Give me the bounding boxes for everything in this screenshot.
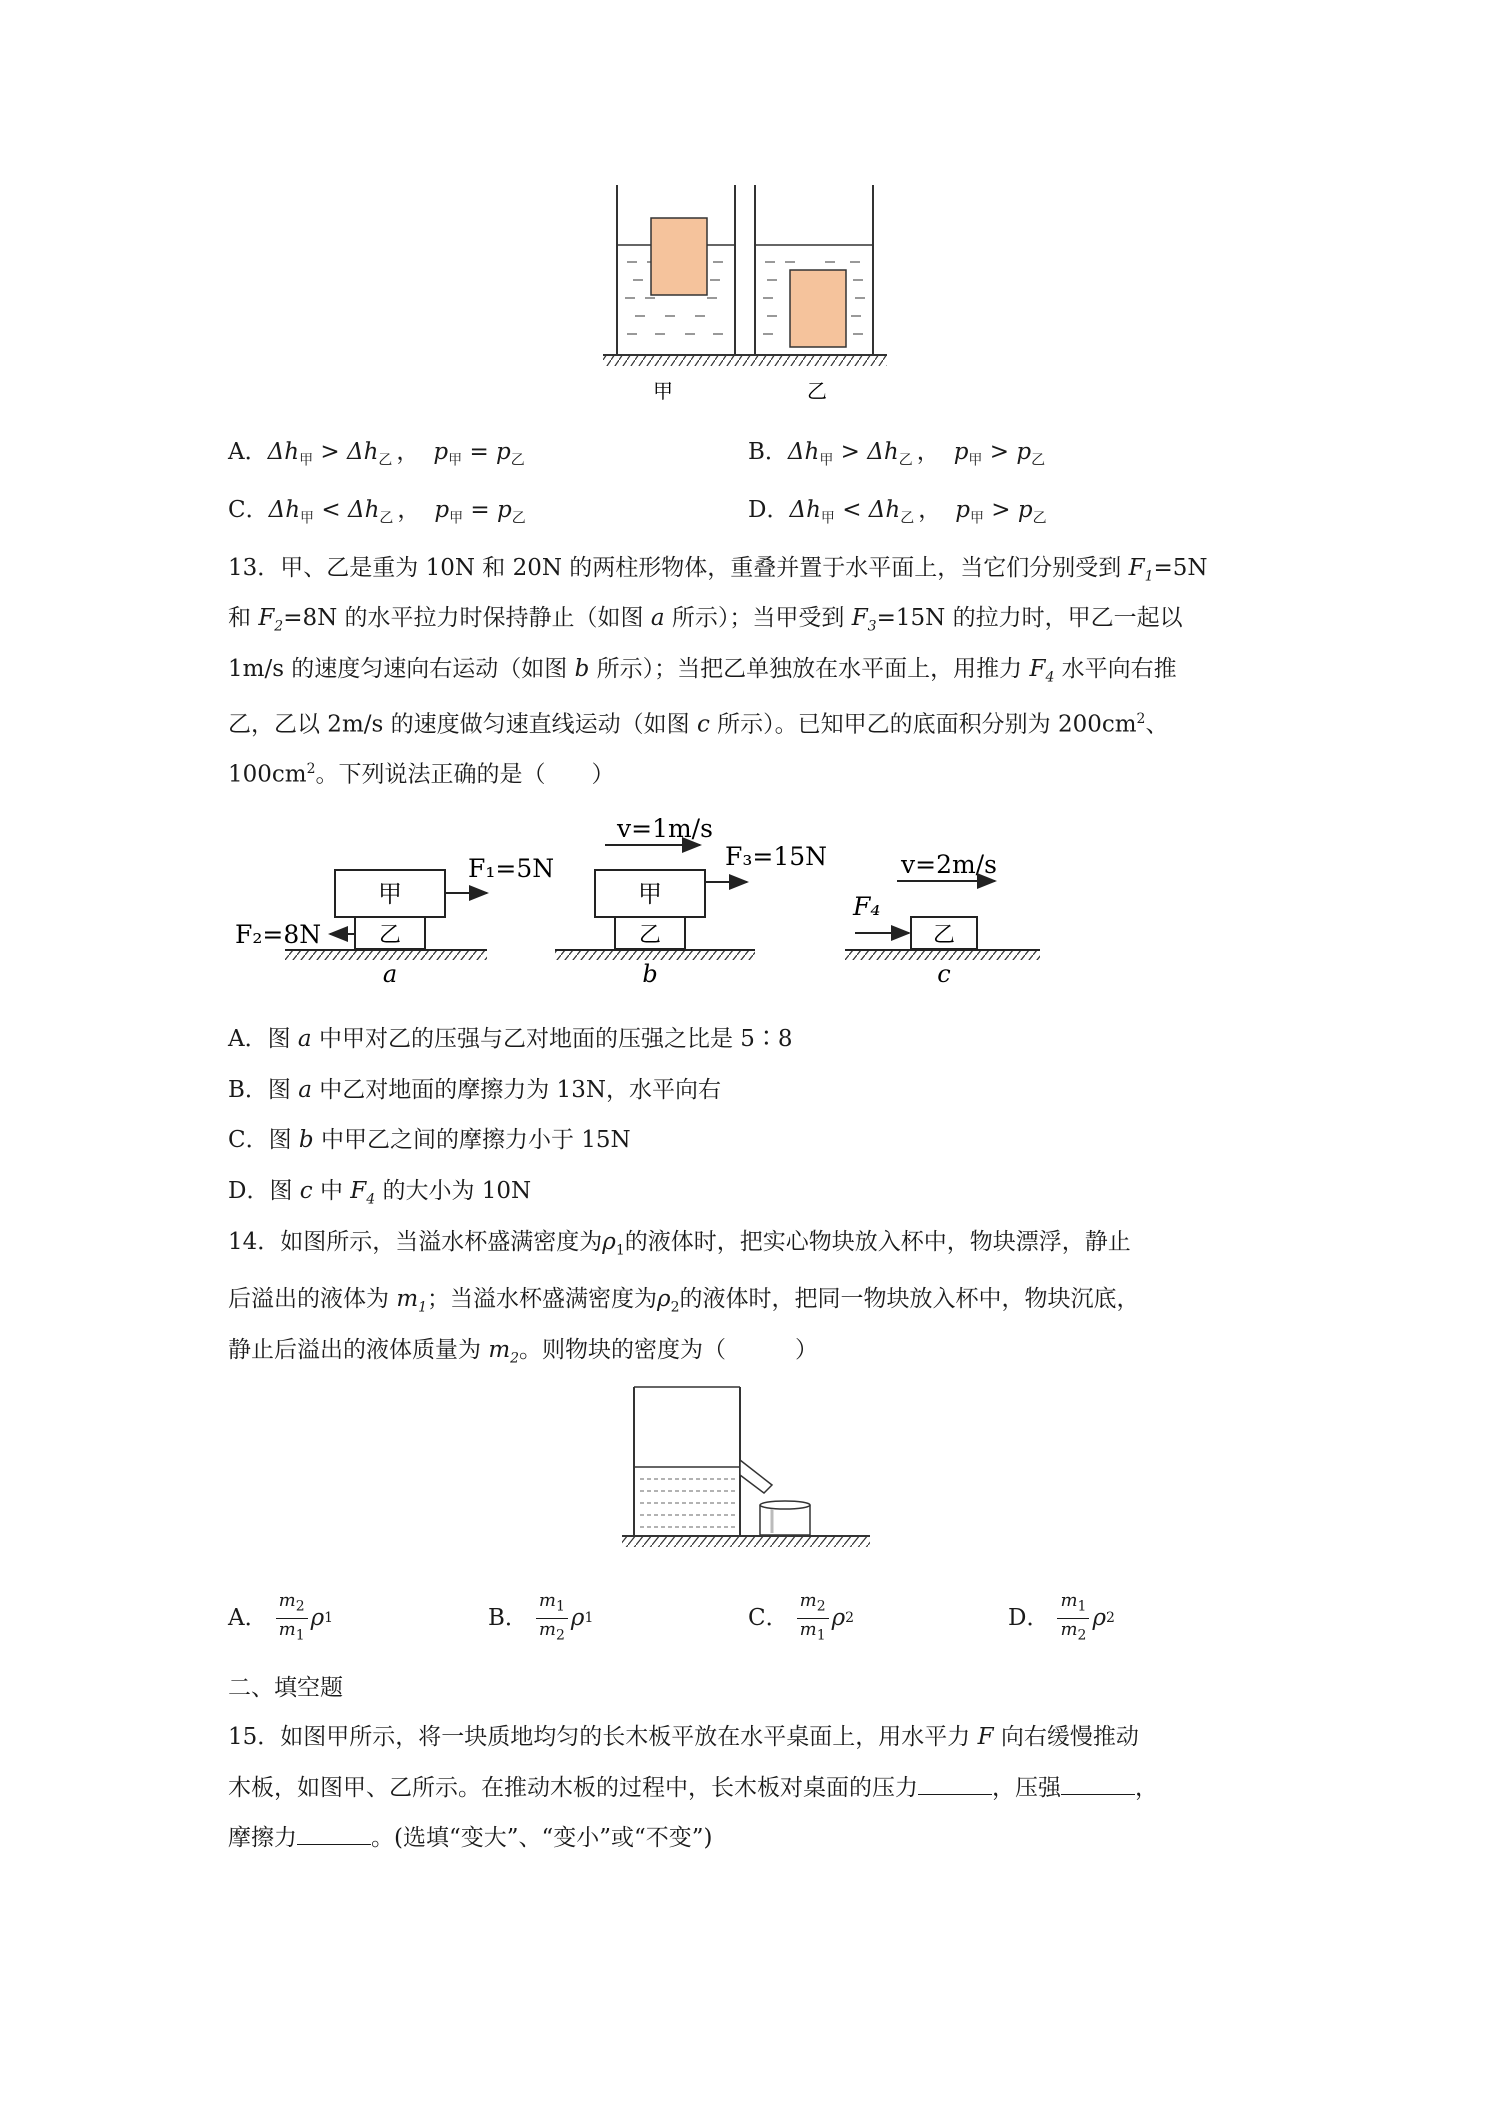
q13-line-3: 1m/s 的速度匀速向右运动（如图 b 所示）；当把乙单独放在水平面上，用推力 $F_4$ 水平向右推 — [228, 656, 1177, 686]
q12-option-psb: 乙 — [511, 510, 526, 527]
q12-option-pa: p — [955, 497, 970, 523]
q12-option-pb: p — [496, 439, 511, 465]
q12-option-pa: p — [434, 497, 450, 523]
q13-option-b: B．图 a 中乙对地面的摩擦力为 13N，水平向右 — [228, 1077, 721, 1103]
q14-option-fraction — [797, 1590, 829, 1646]
numerator-symbol: m — [538, 1590, 556, 1611]
denominator-symbol: m — [799, 1618, 817, 1640]
figure-q14-overflow-cup — [612, 1385, 882, 1575]
fig-b-velocity: v=1m/s — [617, 815, 713, 843]
rho-subscript: 1 — [584, 1610, 594, 1627]
q14-option-letter: D． — [1008, 1605, 1050, 1632]
q13-line-2: 和 $F_2=8N$ 的水平拉力时保持静止（如图 a 所示）；当甲受到 $F_3=15N$ 的拉力时，甲乙一起以 — [228, 605, 1183, 635]
fig-c-caption: c — [937, 960, 951, 988]
q13-line-1: 13．甲、乙是重为 10N 和 20N 的两柱形物体，重叠并置于水平面上，当它们分别受到 $F_1=5N$ — [228, 555, 1208, 585]
q12-option-ha: Δh — [787, 439, 820, 465]
figure-q13-blocks — [225, 815, 1065, 1000]
q14-option-letter: C． — [748, 1605, 789, 1632]
q14-option — [488, 1590, 593, 1646]
fraction-denominator — [536, 1619, 568, 1647]
fig-b-bottom-label: 乙 — [638, 923, 662, 948]
fig-c-f4: F₄ — [853, 892, 881, 921]
q12-option-sep: ， — [397, 497, 421, 523]
answer-blank-friction[interactable] — [297, 1822, 371, 1845]
denominator-subscript: 2 — [555, 1627, 565, 1644]
q12-option-psa: 甲 — [449, 510, 464, 527]
q12-option-psa: 甲 — [969, 510, 984, 527]
fig-b-top-label: 甲 — [638, 880, 662, 908]
q14-line-3: 静止后溢出的液体质量为 $m_2$。则物块的密度为（ ） — [228, 1337, 819, 1367]
q14-option-fraction — [1057, 1590, 1089, 1646]
q14-option-fraction — [276, 1590, 308, 1646]
q12-option-ha: Δh — [789, 497, 821, 523]
q12-option-sep: ， — [396, 439, 420, 465]
fraction-denominator — [276, 1619, 308, 1647]
q13-option-a: A．图 a 中甲对乙的压强与乙对地面的压强之比是 5∶8 — [228, 1026, 793, 1052]
q12-option-hrel: > — [833, 439, 868, 465]
q14-option-letter: B． — [488, 1605, 528, 1632]
q14-option-letter: A． — [228, 1605, 268, 1632]
fig-b-caption: b — [642, 960, 658, 988]
q14-option — [748, 1590, 854, 1646]
fig-a-caption: a — [382, 960, 398, 988]
q12-option-sep: ， — [916, 439, 940, 465]
q12-option-prel: = — [463, 497, 498, 523]
q12-option-ha: Δh — [268, 497, 301, 523]
section-title: 二、填空题 — [228, 1675, 343, 1701]
denominator-subscript: 1 — [816, 1627, 826, 1644]
q14-line-2: 后溢出的液体为 $m_1$；当溢水杯盛满密度为$\rho_2$的液体时，把同一物块放入杯中，物块沉底， — [228, 1286, 1140, 1316]
q14-option — [228, 1590, 333, 1646]
q12-option-pb: p — [497, 497, 512, 523]
numerator-subscript: 2 — [295, 1598, 305, 1615]
fraction-numerator — [797, 1590, 829, 1619]
fig-a-f2: F₂=8N — [235, 920, 322, 949]
q12-option-pa: p — [433, 439, 449, 465]
q12-option-psb: 乙 — [1032, 510, 1047, 527]
denominator-symbol: m — [1060, 1618, 1078, 1640]
q13-option-d: D．图 c 中 $F_4$ 的大小为 10N — [228, 1178, 532, 1208]
fig-c-box-label: 乙 — [932, 923, 956, 948]
q12-option-hsb: 乙 — [900, 510, 915, 527]
q12-option-hb: Δh — [347, 497, 380, 523]
denominator-subscript: 2 — [1077, 1627, 1087, 1644]
q12-option-letter: B． — [748, 439, 788, 465]
fraction-numerator — [276, 1590, 308, 1619]
fraction-denominator — [1057, 1619, 1089, 1647]
numerator-symbol: m — [799, 1590, 817, 1611]
q12-option-pa: p — [953, 439, 969, 465]
q15-line-1: 15．如图甲所示，将一块质地均匀的长木板平放在水平桌面上，用水平力 F 向右缓慢推动 — [228, 1724, 1139, 1750]
container-label-left: 甲 — [653, 379, 673, 403]
fig-b-f3: F₃=15N — [725, 842, 828, 871]
fig-a-bottom-label: 乙 — [378, 923, 402, 948]
fig-c-velocity: v=2m/s — [901, 850, 997, 879]
q12-option-hb: Δh — [867, 439, 899, 465]
q12-option-psb: 乙 — [1031, 452, 1046, 469]
q12-option-hrel: < — [834, 497, 869, 523]
q12-option-hsb: 乙 — [898, 452, 913, 469]
q13-line-4: 乙，乙以 2m/s 的速度做匀速直线运动（如图 c 所示）。已知甲乙的底面积分别为 $200cm^2$、 — [228, 711, 1169, 738]
q12-option-ha: Δh — [267, 439, 300, 465]
q12-option-hsa: 甲 — [820, 510, 835, 527]
rho-symbol: ρ — [831, 1605, 846, 1632]
q12-option — [228, 436, 525, 477]
q12-option-hb: Δh — [346, 439, 379, 465]
q12-option-hsb: 乙 — [379, 510, 394, 527]
fig-a-top-label: 甲 — [378, 880, 402, 908]
q12-option-sep: ， — [918, 497, 942, 523]
q12-option-hsa: 甲 — [819, 452, 834, 469]
q12-option-prel: = — [462, 439, 497, 465]
denominator-subscript: 1 — [295, 1627, 305, 1644]
numerator-symbol: m — [278, 1590, 296, 1611]
q12-option — [228, 494, 526, 535]
q12-option-psa: 甲 — [968, 452, 983, 469]
rho-subscript: 1 — [324, 1610, 334, 1627]
q14-option-fraction — [536, 1590, 568, 1646]
q12-option-prel: > — [982, 439, 1017, 465]
q12-option-letter: A． — [228, 439, 268, 465]
q13-line-5: $100cm^2$。下列说法正确的是（ ） — [228, 761, 615, 788]
fraction-denominator — [797, 1619, 829, 1647]
answer-blank-pressure-force[interactable] — [918, 1772, 992, 1795]
q14-option — [1008, 1590, 1115, 1646]
q12-option-letter: C． — [228, 497, 269, 523]
q12-option-hsa: 甲 — [299, 452, 314, 469]
numerator-subscript: 2 — [816, 1598, 826, 1615]
q12-option-hrel: > — [313, 439, 347, 465]
rho-subscript: 2 — [845, 1610, 855, 1627]
q12-option-letter: D． — [748, 497, 790, 523]
rho-symbol: ρ — [1092, 1605, 1106, 1632]
q12-option-pb: p — [1016, 439, 1032, 465]
q14-line-1: 14．如图所示，当溢水杯盛满密度为$\rho_1$的液体时，把实心物块放入杯中，物块漂浮，静止 — [228, 1229, 1131, 1259]
q12-option-psa: 甲 — [448, 452, 463, 469]
figure-q12-containers — [595, 180, 895, 410]
q12-option-pb: p — [1017, 497, 1033, 523]
denominator-symbol: m — [278, 1618, 296, 1640]
rho-symbol: ρ — [570, 1605, 585, 1632]
q12-option — [748, 436, 1045, 477]
q13-option-c: C．图 b 中甲乙之间的摩擦力小于 15N — [228, 1127, 631, 1153]
numerator-symbol: m — [1060, 1590, 1078, 1611]
fraction-numerator — [1057, 1590, 1089, 1619]
q12-option — [748, 494, 1047, 535]
container-label-right: 乙 — [807, 379, 827, 403]
rho-symbol: ρ — [310, 1605, 325, 1632]
q12-option-psb: 乙 — [510, 452, 525, 469]
q12-option-prel: > — [983, 497, 1018, 523]
rho-subscript: 2 — [1105, 1610, 1115, 1627]
q12-option-hsa: 甲 — [300, 510, 315, 527]
numerator-subscript: 1 — [1077, 1598, 1087, 1615]
answer-blank-pressure[interactable] — [1061, 1772, 1135, 1795]
q12-option-hsb: 乙 — [378, 452, 393, 469]
fig-a-f1: F₁=5N — [468, 854, 555, 883]
q15-line-3: 摩擦力 。(选填“变大”、“变小”或“不变”) — [228, 1822, 713, 1854]
q15-line-2: 木板，如图甲、乙所示。在推动木板的过程中，长木板对桌面的压力 ，压强 ， — [228, 1772, 1158, 1804]
numerator-subscript: 1 — [555, 1598, 565, 1615]
denominator-symbol: m — [538, 1618, 556, 1640]
q12-option-hrel: < — [314, 497, 348, 523]
fraction-numerator — [536, 1590, 568, 1619]
q12-option-hb: Δh — [868, 497, 901, 523]
